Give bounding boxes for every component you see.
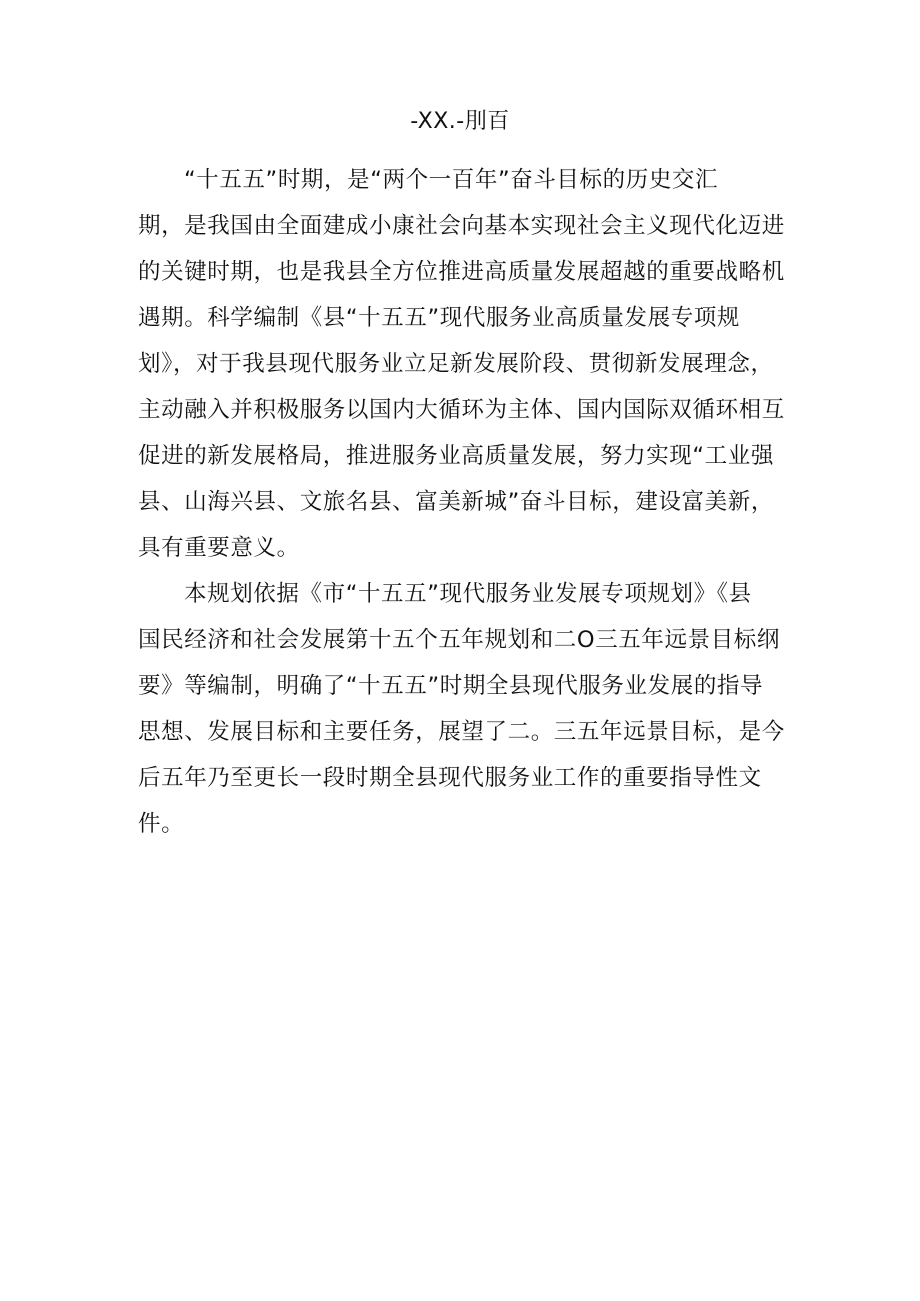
paragraph-line: 划》，对于我县现代服务业立足新发展阶段、贯彻新发展理念， (138, 351, 774, 377)
paragraph-1 (138, 157, 788, 571)
paragraph-line: 期，是我国由全面建成小康社会向基本实现社会主义现代化迈进 (138, 213, 785, 239)
paragraph-line: 遇期。科学编制《县“十五五”现代服务业高质量发展专项规 (138, 305, 741, 331)
paragraph-line: 思想、发展目标和主要任务，展望了二。三五年远景目标，是今 (138, 719, 785, 745)
paragraph-line: 件。 (138, 811, 185, 837)
paragraph-line: 要》等编制，明确了“十五五”时期全县现代服务业发展的指导 (138, 673, 764, 699)
document-body (138, 157, 788, 847)
paragraph-line: 本规划依据《市“十五五”现代服务业发展专项规划》《县 (184, 581, 752, 607)
paragraph-2 (138, 571, 788, 847)
paragraph-line: 后五年乃至更长一段时期全县现代服务业工作的重要指导性文 (138, 765, 762, 791)
paragraph-line: 主动融入并积极服务以国内大循环为主体、国内国际双循环相互 (138, 397, 785, 423)
paragraph-line: 的关键时期，也是我县全方位推进高质量发展超越的重要战略机 (138, 259, 785, 285)
paragraph-line: 具有重要意义。 (138, 535, 300, 561)
paragraph-line: 促进的新发展格局，推进服务业高质量发展，努力实现“工业强 (138, 443, 774, 469)
paragraph-line: “十五五”时期，是“两个一百年”奋斗目标的历史交汇 (184, 167, 719, 193)
page-heading: -XX.-刖百 (410, 109, 510, 134)
paragraph-line: 县、山海兴县、文旅名县、富美新城”奋斗目标，建设富美新， (138, 489, 774, 515)
paragraph-line: 国民经济和社会发展第十五个五年规划和二O三五年远景目标纲 (138, 627, 781, 653)
